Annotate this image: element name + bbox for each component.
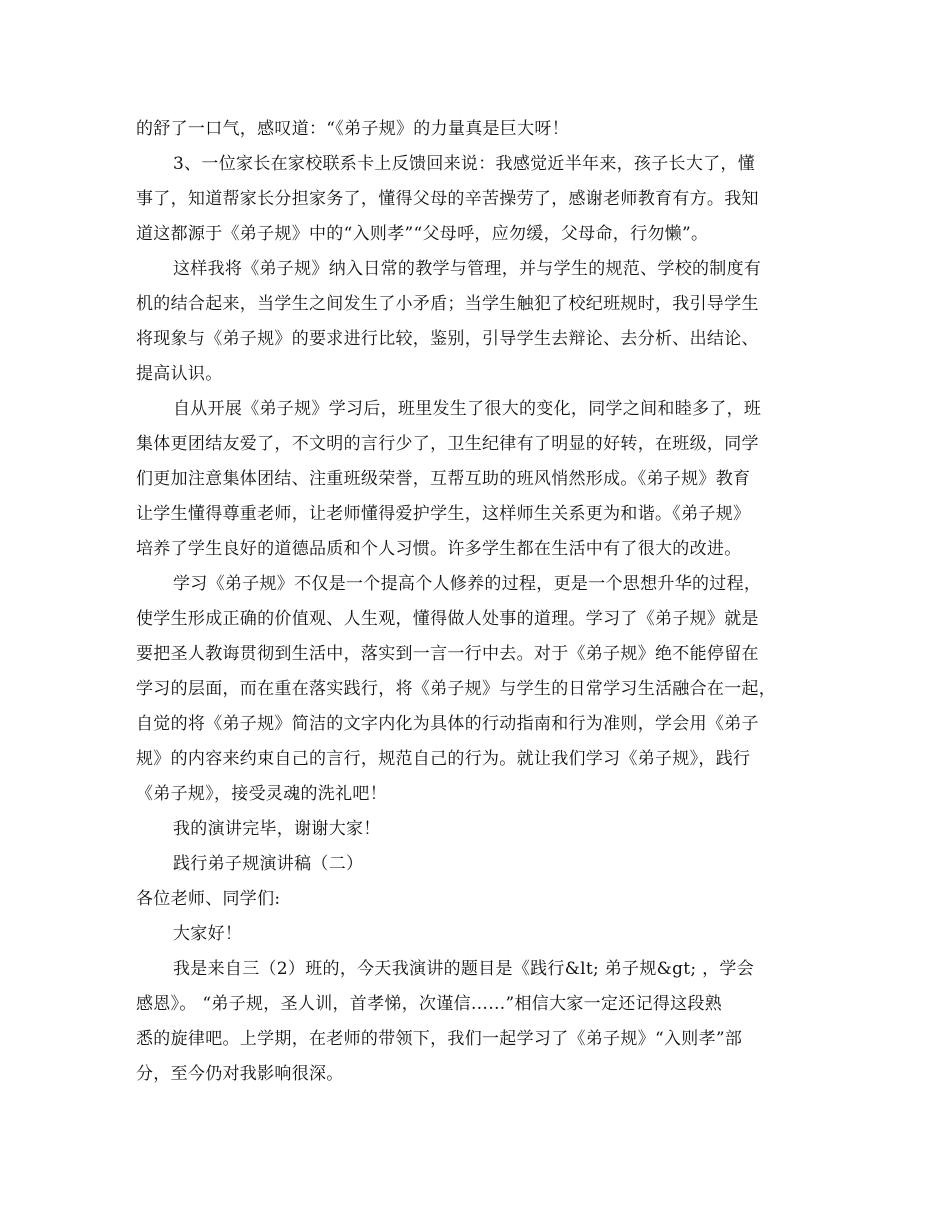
text-line: 使学生形成正确的价值观、人生观，懂得做人处事的道理。学习了《弟子规》就是 [136,609,759,629]
text-line: 提高认识。 [136,364,223,384]
text-line: 这样我将《弟子规》纳入日常的教学与管理，并与学生的规范、学校的制度有 [173,259,762,279]
text-line: 学习《弟子规》不仅是一个提高个人修养的过程，更是一个思想升华的过程， [173,574,762,594]
text-line: 自觉的将《弟子规》简洁的文字内化为具体的行动指南和行为准则，学会用《弟子 [136,714,759,734]
text-line: 自从开展《弟子规》学习后，班里发生了很大的变化，同学之间和睦多了，班 [173,399,762,419]
text-line: 机的结合起来，当学生之间发生了小矛盾；当学生触犯了校纪班规时，我引导学生 [136,294,759,314]
text-line: 们更加注意集体团结、注重班级荣誉，互帮互助的班风悄然形成。《弟子规》教育 [136,469,751,489]
text-line: 要把圣人教诲贯彻到生活中，落实到一言一行中去。对于《弟子规》绝不能停留在 [136,644,759,664]
text-line: 的舒了一口气，感叹道：“《弟子规》的力量真是巨大呀！ [136,119,569,139]
text-line: 集体更团结友爱了，不文明的言行少了，卫生纪律有了明显的好转，在班级，同学 [136,434,759,454]
section-heading: 践行弟子规演讲稿（二） [173,854,364,874]
text-line: 培养了学生良好的道德品质和个人习惯。许多学生都在生活中有了很大的改进。 [136,539,742,559]
text-line: 将现象与《弟子规》的要求进行比较，鉴别，引导学生去辩论、去分析、出结论、 [136,329,759,349]
salutation: 各位老师、同学们: [136,889,281,909]
text-line: 《弟子规》，接受灵魂的洗礼吧！ [136,784,387,804]
text-line: 让学生懂得尊重老师，让老师懂得爱护学生，这样师生关系更为和谐。《弟子规》 [136,504,751,524]
text-line: 我是来自三（2）班的，今天我演讲的题目是《践行&lt; 弟子规&gt; ，学会 [173,959,755,979]
document-body [136,112,826,1092]
text-line: 事了，知道帮家长分担家务了，懂得父母的辛苦操劳了，感谢老师教育有方。我知 [136,189,759,209]
text-line: 我的演讲完毕，谢谢大家！ [173,819,381,839]
text-line: 3、一位家长在家校联系卡上反馈回来说：我感觉近半年来，孩子长大了，懂 [173,154,756,174]
text-line: 规》的内容来约束自己的言行，规范自己的行为。就让我们学习《弟子规》，践行 [136,749,751,769]
text-line: 学习的层面，而在重在落实践行，将《弟子规》与学生的日常学习生活融合在一起， [136,679,777,699]
text-line: 感恩》。 “弟子规，圣人训，首孝悌，次谨信……”相信大家一定还记得这段熟 [136,994,723,1014]
text-line: 分，至今仍对我影响很深。 [136,1064,344,1084]
greeting: 大家好！ [173,924,243,944]
text-line: 道这都源于《弟子规》中的“入则孝”“父母呼，应勿缓，父母命，行勿懒”。 [136,224,709,244]
text-line: 悉的旋律吧。上学期，在老师的带领下，我们一起学习了《弟子规》“入则孝”部 [136,1029,743,1049]
